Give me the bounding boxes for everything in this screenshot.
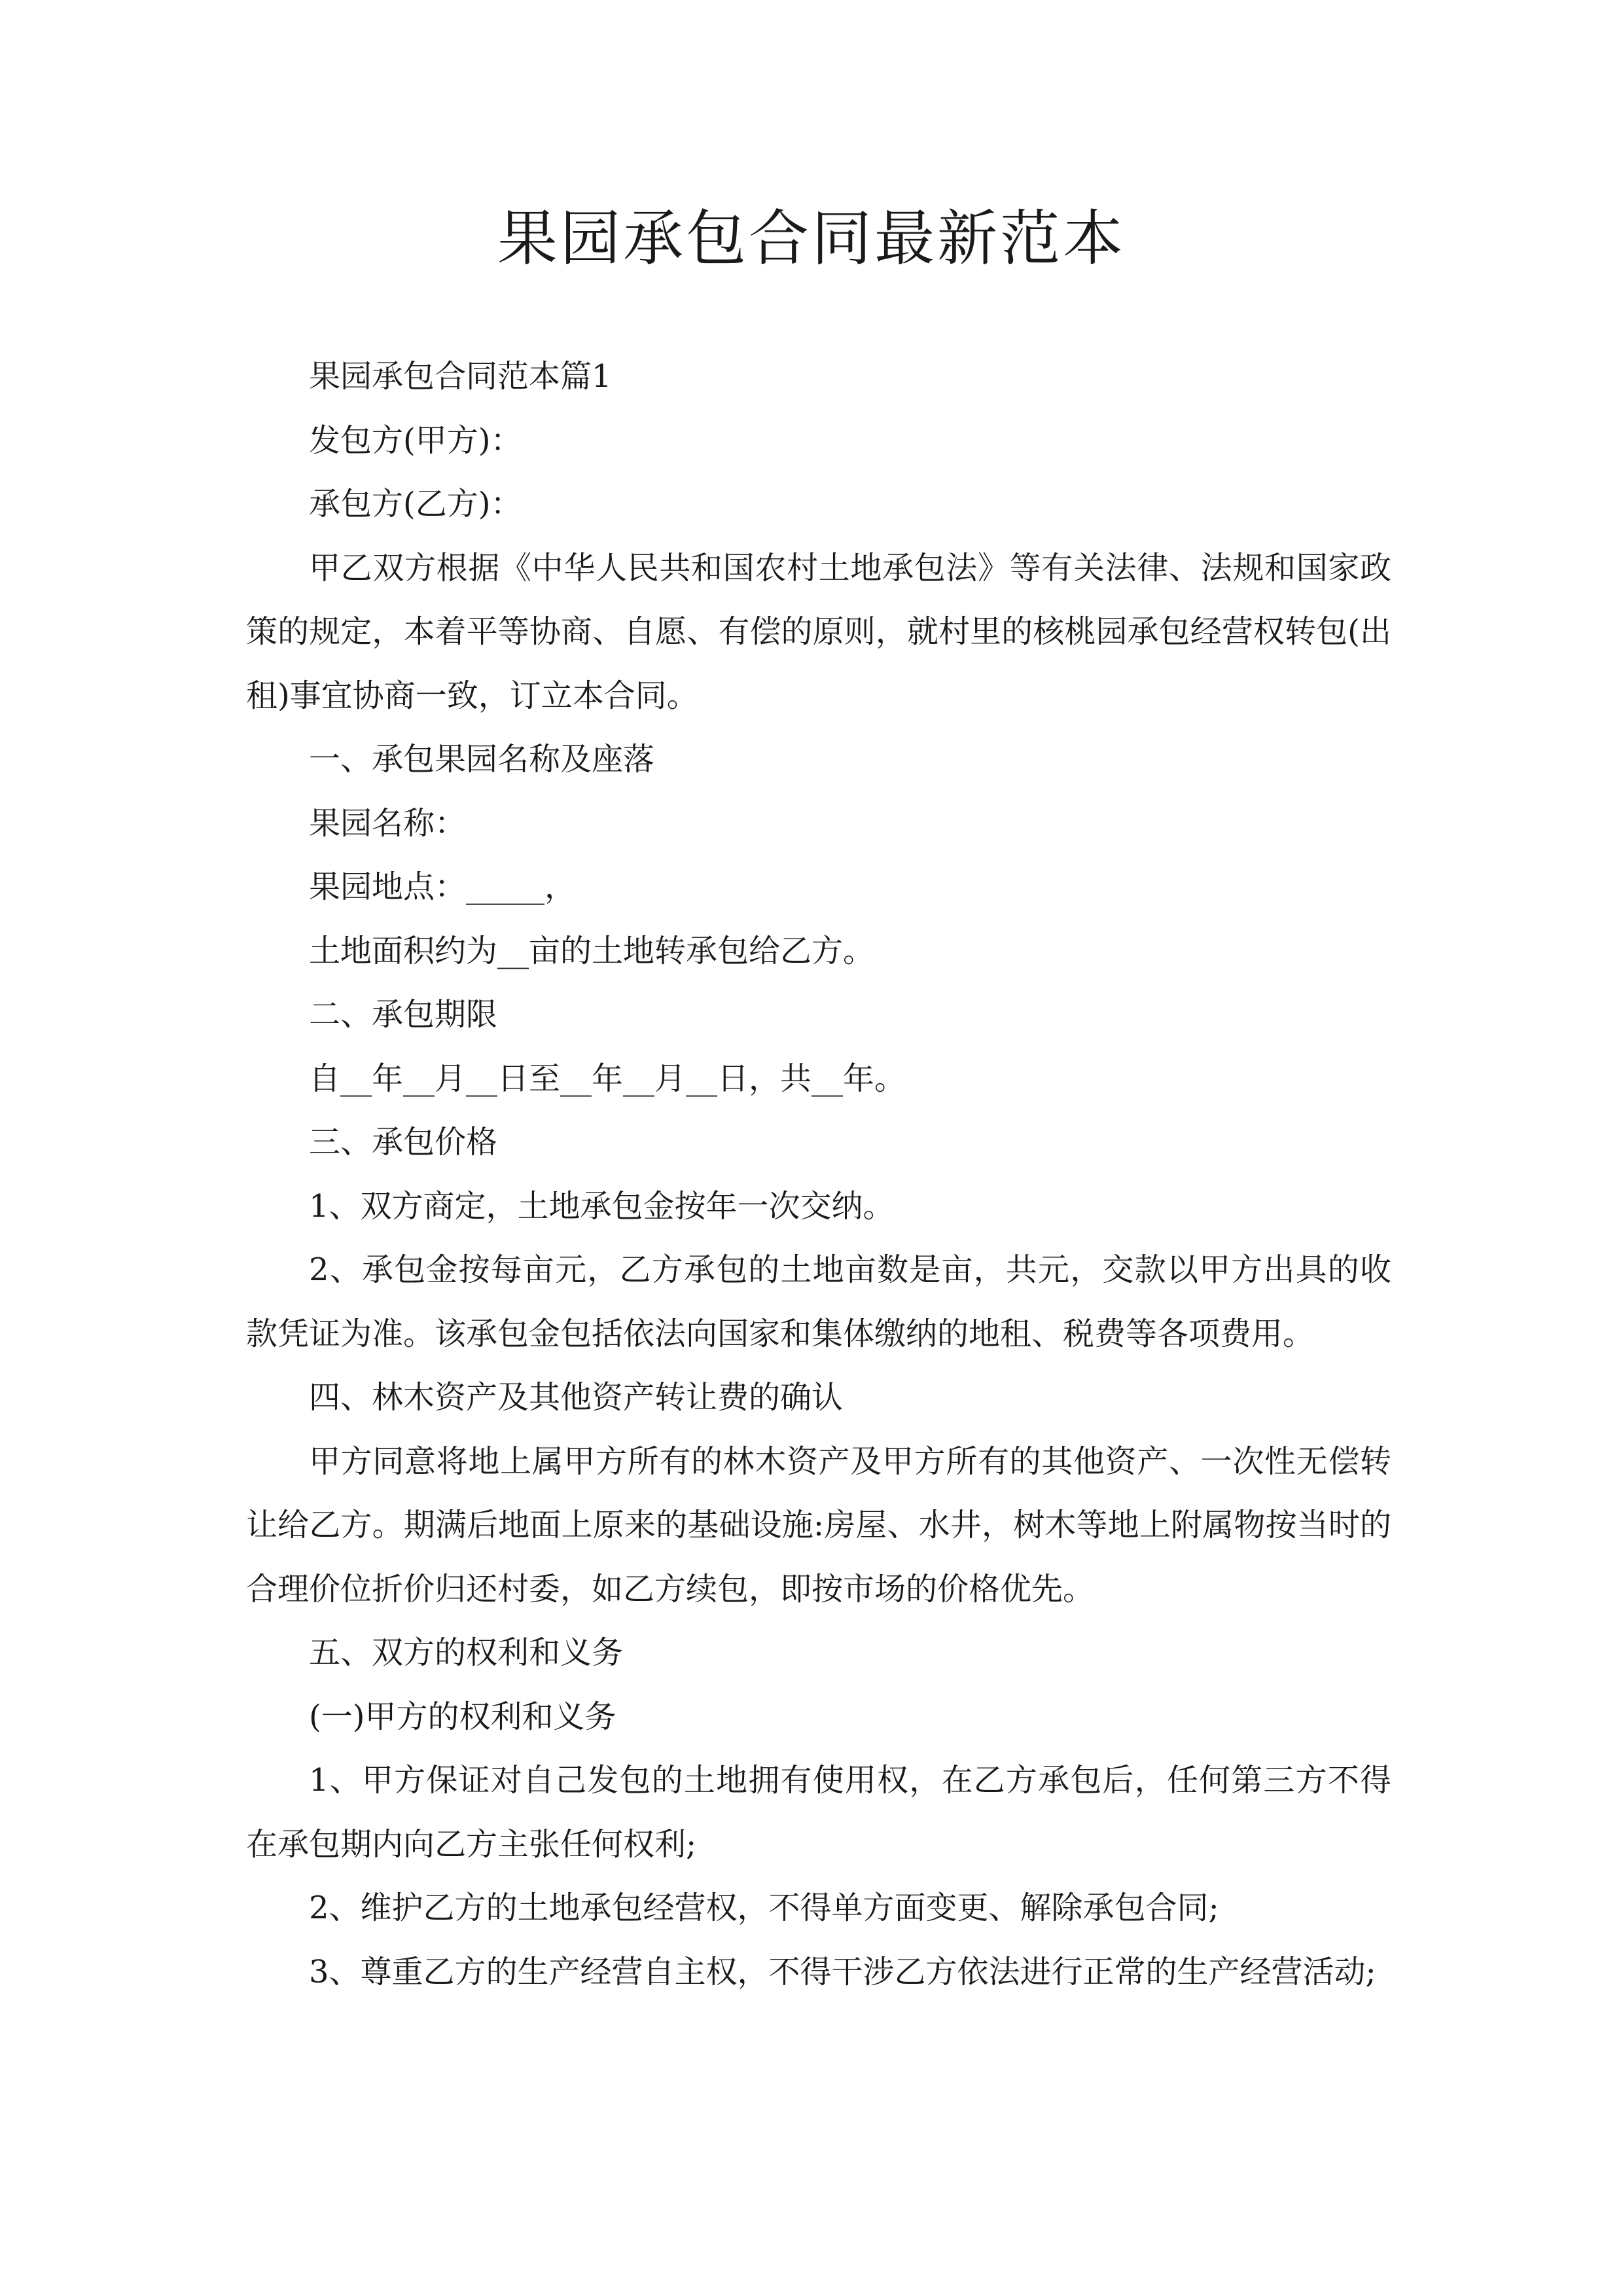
clause-heading: 五、双方的权利和义务 (309, 1634, 624, 1671)
obligation-item: 2、维护乙方的土地承包经营权，不得单方面变更、解除承包合同; (309, 1890, 1219, 1926)
party-b-line: 承包方(乙方)： (309, 486, 522, 522)
clause-heading: 一、承包果园名称及座落 (309, 741, 655, 778)
preamble-paragraph: 甲乙双方根据《中华人民共和国农村土地承包法》等有关法律、法规和国家政策的规定，本着平等协商、自愿、有偿的原则，就村里的核桃园承包经营权转包(出租)事宜协商一致，订立本合同。 (246, 549, 1391, 714)
party-a-line: 发包方(甲方)： (309, 422, 522, 459)
clause-heading: 二、承包期限 (309, 996, 498, 1033)
asset-transfer-paragraph: 甲方同意将地上属甲方所有的林木资产及甲方所有的其他资产、一次性无偿转让给乙方。期满后地面上原来的基础设施:房屋、水井，树木等地上附属物按当时的合理价位折价归还村委，如乙方续包，即按市场的价格优先。 (246, 1443, 1391, 1607)
clause-heading: 三、承包价格 (309, 1124, 498, 1160)
sub-clause-heading: (一)甲方的权利和义务 (309, 1698, 616, 1735)
land-area-line: 土地面积约为__亩的土地转承包给乙方。 (309, 932, 875, 969)
price-item: 1、双方商定，土地承包金按年一次交纳。 (309, 1187, 895, 1225)
clause-heading: 四、林木资产及其他资产转让费的确认 (309, 1379, 844, 1416)
orchard-name-line: 果园名称： (309, 804, 467, 842)
section-heading: 果园承包合同范本篇1 (309, 358, 612, 395)
document-body (246, 345, 1391, 2004)
orchard-location-line: 果园地点：_____， (309, 869, 577, 905)
price-item: 2、承包金按每亩元，乙方承包的土地亩数是亩，共元，交款以甲方出具的收款凭证为准。该承包金包括依法向国家和集体缴纳的地租、税费等各项费用。 (246, 1251, 1391, 1352)
obligation-item: 3、尊重乙方的生产经营自主权，不得干涉乙方依法进行正常的生产经营活动; (309, 1953, 1376, 1990)
obligation-item: 1、甲方保证对自己发包的土地拥有使用权，在乙方承包后，任何第三方不得在承包期内向乙方主张任何权利; (246, 1762, 1391, 1863)
term-period-line: 自__年__月__日至__年__月__日，共__年。 (309, 1060, 906, 1097)
document-title: 果园承包合同最新范本 (497, 204, 1126, 274)
